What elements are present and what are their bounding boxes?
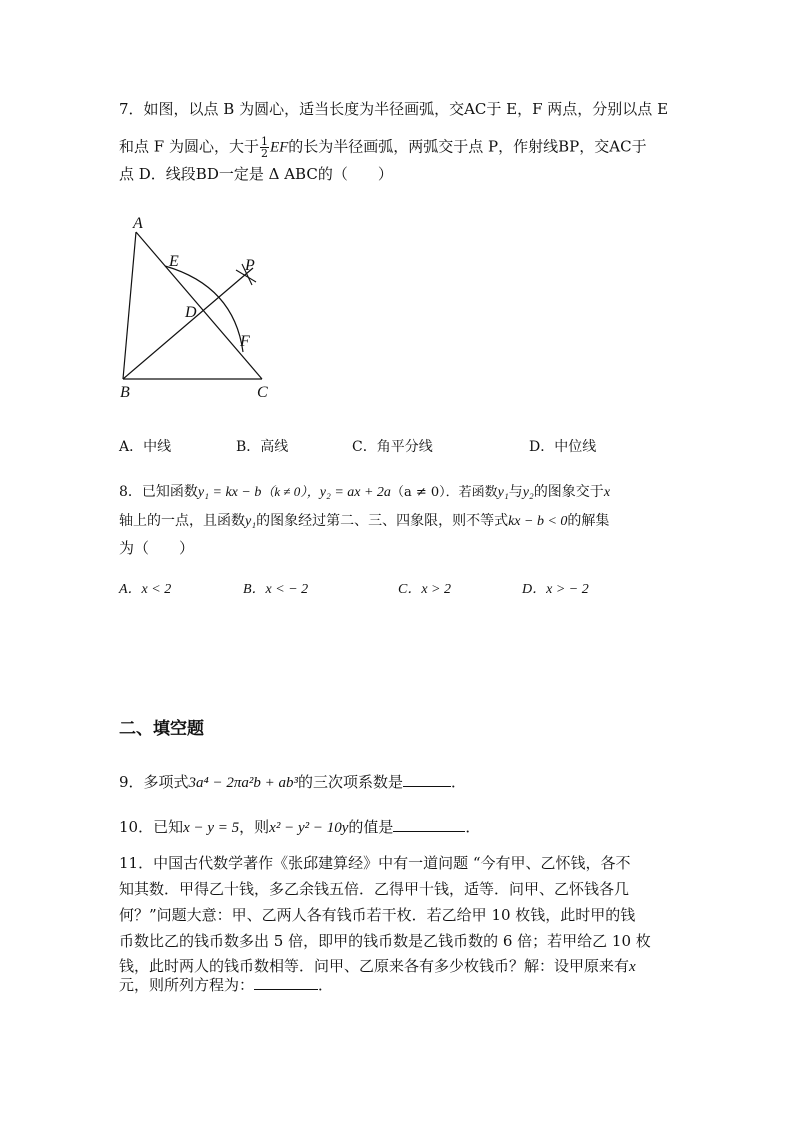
y1-ref-1: y₁ (497, 485, 509, 500)
q7-option-a: A．中线 (119, 439, 172, 455)
q10-line (119, 817, 480, 838)
q7-option-d: D．中位线 (529, 439, 597, 455)
k-condition: （k ≠ 0）， (261, 484, 320, 499)
q11-line-5 (119, 956, 636, 977)
fraction-numerator: 1 (260, 135, 268, 148)
q8-option-a: A．x < 2 (119, 582, 172, 597)
x-var: x (629, 959, 636, 975)
q7-line-1: 7．如图，以点 B 为圆心，适当长度为半径画弧，交AC于 E，F 两点，分别以点 E (119, 100, 669, 118)
q9-text-b: 的三次项系数是 (298, 773, 404, 791)
q7-option-c: C．角平分线 (352, 439, 433, 455)
q11-text-b: 元，则所列方程为： (119, 976, 255, 994)
geometry-figure (112, 212, 288, 404)
q8-text-e: 的解集 (567, 513, 610, 529)
y2-definition: y₂ = ax + 2a (319, 485, 391, 500)
q7-option-b: B．高线 (236, 439, 289, 455)
q8-line-1 (119, 482, 610, 503)
q10-text-b: ，则 (239, 818, 270, 836)
y2-ref: y₂ (522, 485, 534, 500)
label-b: B (120, 384, 130, 401)
label-d: D (185, 304, 197, 321)
q8-text-a: 8．已知函数 (119, 484, 198, 500)
segment-ac (136, 232, 262, 379)
x-var: x (603, 485, 611, 500)
q11-line-3: 何？”问题大意：甲、乙两人各有钱币若干枚．若乙给甲 10 枚钱，此时甲的钱 (119, 906, 636, 924)
label-f: F (240, 333, 250, 350)
q11-line-2: 知其数．甲得乙十钱，多乙余钱五倍．乙得甲十钱，适等．问甲、乙怀钱各几 (119, 880, 630, 898)
q8-option-b: B．x < − 2 (243, 582, 309, 597)
q8-line-3: 为（ ） (119, 539, 195, 557)
q9-end: ． (451, 773, 467, 791)
answer-blank[interactable] (254, 975, 318, 990)
one-half-fraction (260, 136, 269, 159)
q7-line-2-text-c: 的长为半径画弧，两弧交于点 P，作射线BP，交AC于 (288, 137, 647, 156)
q9-text-a: 9．多项式 (119, 773, 189, 791)
q10-text-c: 的值是 (348, 818, 394, 836)
q8-option-d: D．x > − 2 (522, 582, 589, 597)
q11-line-1: 11．中国古代数学著作《张邱建算经》中有一道问题 “今有甲、乙怀钱，各不 (119, 854, 631, 872)
q10-end: ． (465, 818, 481, 836)
q7-line-2-text-a: 和点 F 为圆心，大于 (119, 137, 259, 156)
fraction-denominator: 2 (260, 147, 268, 160)
answer-blank[interactable] (393, 817, 465, 832)
label-p: P (245, 257, 255, 274)
segment-ab (123, 232, 136, 379)
q10-text-a: 10．已知 (119, 818, 184, 836)
y1-ref-2: y₁ (245, 514, 257, 529)
q11-text-a: 钱，此时两人的钱币数相等．问甲、乙原来各有多少枚钱币？解：设甲原来有 (119, 957, 630, 975)
q11-line-6 (119, 975, 333, 995)
section-heading: 二、填空题 (119, 719, 204, 739)
segment-ef: EF (269, 139, 289, 156)
q8-text-c: 轴上的一点，且函数 (119, 513, 245, 529)
q11-line-4: 币数比乙的钱币数多出 5 倍，即甲的钱币数是乙钱币数的 6 倍；若甲给乙 10 枚 (119, 932, 651, 950)
q11-end: ． (318, 976, 334, 994)
q9-line (119, 772, 466, 793)
a-condition: （a ≠ 0）．若函数 (390, 485, 498, 500)
label-e: E (169, 253, 179, 270)
q7-line-2 (119, 136, 647, 159)
label-c: C (257, 384, 268, 401)
label-a: A (133, 215, 143, 232)
expression: x² − y² − 10y (269, 820, 349, 836)
polynomial: 3a⁴ − 2πa²b + ab³ (188, 775, 299, 791)
y1-definition: y₁ = kx − b (197, 485, 262, 500)
q8-text-b: 的图象交于 (533, 484, 604, 500)
q8-line-2 (119, 511, 609, 532)
q8-option-c: C．x > 2 (398, 582, 451, 597)
inequality: kx − b < 0 (508, 514, 568, 529)
given-condition: x − y = 5 (183, 820, 240, 836)
q8-text-d: 的图象经过第二、三、四象限，则不等式 (256, 513, 509, 529)
q8-text-mid: 与 (508, 484, 523, 500)
answer-blank[interactable] (403, 772, 451, 787)
q7-line-3: 点 D．线段BD一定是 Δ ABC的（ ） (119, 165, 393, 183)
ray-bp (123, 268, 253, 379)
